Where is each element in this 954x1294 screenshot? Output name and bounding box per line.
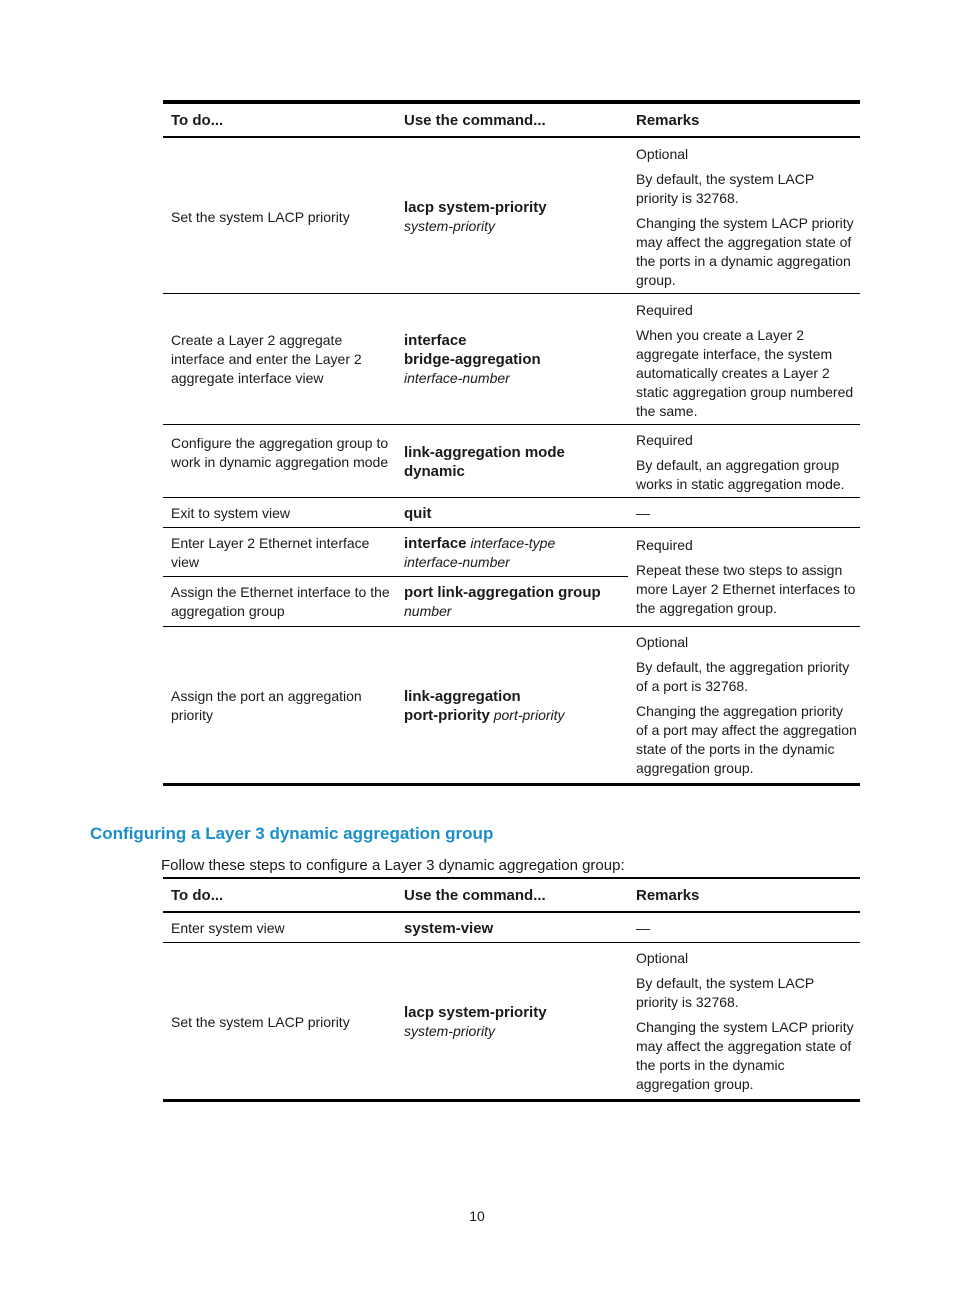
header-command: Use the command... bbox=[404, 887, 546, 904]
todo-cell: Configure the aggregation group to work in dynamic aggregation mode bbox=[171, 435, 389, 470]
header-todo: To do... bbox=[171, 112, 224, 129]
todo-cell: Create a Layer 2 aggregate interface and enter the Layer 2 aggregate interface view bbox=[171, 332, 362, 386]
remarks-cell: Required By default, an aggregation group works in static aggregation mode. bbox=[636, 432, 845, 492]
command-cell: system-view bbox=[404, 920, 494, 937]
command-cell: lacp system-priority system-priority bbox=[404, 1004, 547, 1039]
remarks-cell: Optional By default, the system LACP priority is 32768. Changing the system LACP priority may affect the aggregation state of the ports in the dynamic aggregation group. bbox=[636, 950, 854, 1092]
todo-cell: Enter Layer 2 Ethernet interface view bbox=[171, 535, 370, 570]
command-cell: link-aggregation port-priority port-priority bbox=[404, 688, 565, 724]
table-header bbox=[163, 877, 860, 913]
table-row bbox=[163, 498, 860, 528]
command-cell: interface bridge-aggregation interface-number bbox=[404, 332, 541, 386]
command-cell: quit bbox=[404, 505, 432, 522]
table-row bbox=[163, 294, 860, 425]
header-command: Use the command... bbox=[404, 112, 546, 129]
todo-cell: Assign the Ethernet interface to the aggregation group bbox=[171, 584, 390, 619]
table-row bbox=[163, 138, 860, 294]
todo-cell: Exit to system view bbox=[171, 505, 291, 521]
row-divider bbox=[163, 576, 628, 577]
todo-cell: Set the system LACP priority bbox=[171, 209, 350, 225]
todo-cell: Enter system view bbox=[171, 920, 285, 936]
header-remarks: Remarks bbox=[636, 887, 700, 904]
command-cell: lacp system-priority system-priority bbox=[404, 199, 547, 234]
command-cell: link-aggregation mode dynamic bbox=[404, 444, 565, 480]
todo-cell: Set the system LACP priority bbox=[171, 1014, 350, 1030]
table-header bbox=[163, 100, 860, 138]
table-lacp-layer3 bbox=[163, 877, 860, 1102]
table-row bbox=[163, 913, 860, 943]
section-title: Configuring a Layer 3 dynamic aggregation group bbox=[90, 824, 494, 843]
table-row bbox=[163, 943, 860, 1102]
remarks-cell: — bbox=[636, 920, 650, 936]
header-todo: To do... bbox=[171, 887, 224, 904]
remarks-cell: Optional By default, the system LACP priority is 32768. Changing the system LACP priority may affect the aggregation state of the ports in a dynamic aggregation group. bbox=[636, 146, 854, 288]
table-lacp-layer2 bbox=[163, 100, 860, 786]
merged-row-group bbox=[163, 528, 860, 627]
header-remarks: Remarks bbox=[636, 112, 700, 129]
table-row bbox=[163, 425, 860, 498]
page-number: 10 bbox=[469, 1208, 485, 1224]
todo-cell: Assign the port an aggregation priority bbox=[171, 688, 362, 723]
table-row bbox=[163, 627, 860, 786]
remarks-cell: Required Repeat these two steps to assign more Layer 2 Ethernet interfaces to the aggregation group. bbox=[636, 537, 856, 616]
remarks-cell: — bbox=[636, 505, 650, 521]
command-cell: port link-aggregation group number bbox=[404, 584, 601, 619]
intro-text: Follow these steps to configure a Layer 3 dynamic aggregation group: bbox=[161, 857, 625, 874]
remarks-cell: Optional By default, the aggregation priority of a port is 32768. Changing the aggregation priority of a port may affect the aggregation state of the ports in the dynamic aggregation group. bbox=[636, 634, 857, 776]
command-cell: interface interface-type interface-number bbox=[404, 535, 556, 570]
remarks-cell: Required When you create a Layer 2 aggregate interface, the system automatically creates a Layer 2 static aggregation group numbered the same. bbox=[636, 302, 854, 419]
